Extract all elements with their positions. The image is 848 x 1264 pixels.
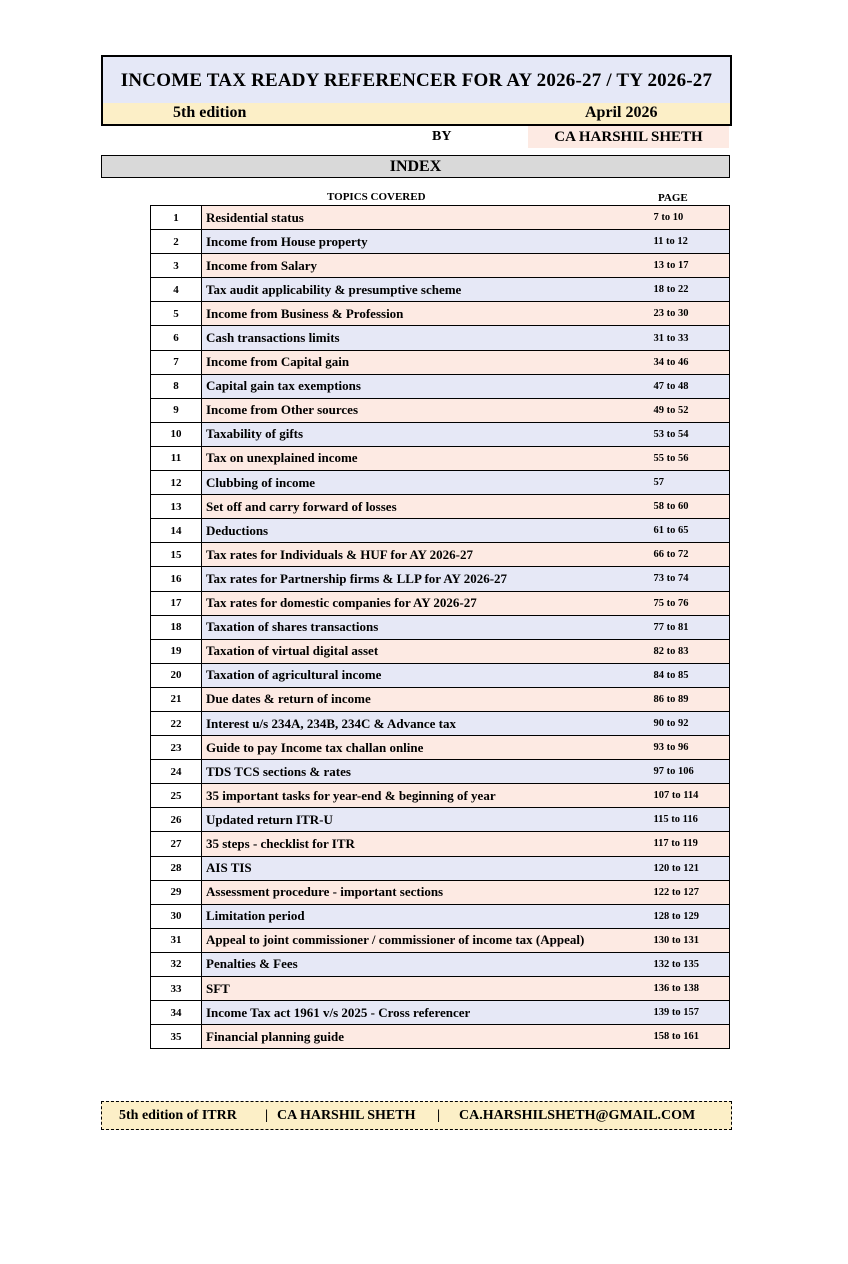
table-row [151, 278, 730, 302]
row-topic: Tax rates for domestic companies for AY 2026-27 [202, 591, 646, 615]
table-row [151, 1001, 730, 1025]
table-row [151, 663, 730, 687]
row-topic: Tax audit applicability & presumptive scheme [202, 278, 646, 302]
row-number: 12 [151, 471, 202, 495]
row-number: 15 [151, 543, 202, 567]
row-page-range: 90 to 92 [646, 711, 730, 735]
row-topic: Guide to pay Income tax challan online [202, 736, 646, 760]
table-row [151, 687, 730, 711]
row-page-range: 158 to 161 [646, 1025, 730, 1049]
row-topic: TDS TCS sections & rates [202, 760, 646, 784]
row-number: 19 [151, 639, 202, 663]
row-page-range: 49 to 52 [646, 398, 730, 422]
row-topic: Due dates & return of income [202, 687, 646, 711]
table-row [151, 350, 730, 374]
table-row [151, 880, 730, 904]
row-page-range: 86 to 89 [646, 687, 730, 711]
by-label: BY [432, 129, 452, 144]
row-topic: Tax rates for Partnership firms & LLP for AY 2026-27 [202, 567, 646, 591]
table-row [151, 736, 730, 760]
row-topic: Taxability of gifts [202, 422, 646, 446]
row-topic: Updated return ITR-U [202, 808, 646, 832]
table-row [151, 446, 730, 470]
row-page-range: 13 to 17 [646, 254, 730, 278]
table-row [151, 398, 730, 422]
table-row [151, 422, 730, 446]
row-topic: Tax rates for Individuals & HUF for AY 2026-27 [202, 543, 646, 567]
row-number: 14 [151, 519, 202, 543]
table-row [151, 302, 730, 326]
row-page-range: 57 [646, 471, 730, 495]
table-row [151, 808, 730, 832]
row-topic: Limitation period [202, 904, 646, 928]
topics-column-header: TOPICS COVERED [327, 191, 426, 203]
row-number: 20 [151, 663, 202, 687]
row-page-range: 47 to 48 [646, 374, 730, 398]
row-page-range: 122 to 127 [646, 880, 730, 904]
footer [101, 1101, 732, 1130]
footer-email: CA.HARSHILSHETH@GMAIL.COM [459, 1108, 696, 1123]
row-topic: SFT [202, 977, 646, 1001]
row-topic: 35 important tasks for year-end & beginning of year [202, 784, 646, 808]
row-number: 28 [151, 856, 202, 880]
table-row [151, 230, 730, 254]
table-row [151, 591, 730, 615]
row-page-range: 84 to 85 [646, 663, 730, 687]
table-row [151, 760, 730, 784]
index-heading: INDEX [101, 155, 730, 178]
row-page-range: 53 to 54 [646, 422, 730, 446]
row-number: 25 [151, 784, 202, 808]
row-page-range: 139 to 157 [646, 1001, 730, 1025]
row-topic: 35 steps - checklist for ITR [202, 832, 646, 856]
row-page-range: 82 to 83 [646, 639, 730, 663]
row-page-range: 7 to 10 [646, 206, 730, 230]
row-number: 11 [151, 446, 202, 470]
table-row [151, 904, 730, 928]
row-number: 32 [151, 952, 202, 976]
edition-bar [101, 103, 732, 126]
row-page-range: 115 to 116 [646, 808, 730, 832]
table-row [151, 832, 730, 856]
row-number: 1 [151, 206, 202, 230]
row-page-range: 77 to 81 [646, 615, 730, 639]
row-number: 2 [151, 230, 202, 254]
author-name: CA HARSHIL SHETH [528, 126, 729, 148]
footer-edition: 5th edition of ITRR [119, 1108, 237, 1123]
row-topic: Interest u/s 234A, 234B, 234C & Advance tax [202, 711, 646, 735]
row-number: 33 [151, 977, 202, 1001]
table-row [151, 639, 730, 663]
row-page-range: 97 to 106 [646, 760, 730, 784]
table-row [151, 543, 730, 567]
table-row [151, 254, 730, 278]
row-number: 31 [151, 928, 202, 952]
row-topic: Income Tax act 1961 v/s 2025 - Cross referencer [202, 1001, 646, 1025]
row-page-range: 58 to 60 [646, 495, 730, 519]
row-number: 7 [151, 350, 202, 374]
row-number: 30 [151, 904, 202, 928]
row-topic: Penalties & Fees [202, 952, 646, 976]
footer-author: CA HARSHIL SHETH [277, 1108, 416, 1123]
row-page-range: 23 to 30 [646, 302, 730, 326]
row-number: 35 [151, 1025, 202, 1049]
row-page-range: 117 to 119 [646, 832, 730, 856]
row-number: 23 [151, 736, 202, 760]
row-page-range: 136 to 138 [646, 977, 730, 1001]
row-number: 5 [151, 302, 202, 326]
row-topic: Tax on unexplained income [202, 446, 646, 470]
row-page-range: 75 to 76 [646, 591, 730, 615]
row-number: 4 [151, 278, 202, 302]
row-page-range: 130 to 131 [646, 928, 730, 952]
row-topic: Income from Salary [202, 254, 646, 278]
row-page-range: 66 to 72 [646, 543, 730, 567]
row-page-range: 31 to 33 [646, 326, 730, 350]
document-title: INCOME TAX READY REFERENCER FOR AY 2026-27 / TY 2026-27 [101, 55, 732, 107]
row-topic: Financial planning guide [202, 1025, 646, 1049]
row-page-range: 11 to 12 [646, 230, 730, 254]
row-topic: Taxation of agricultural income [202, 663, 646, 687]
table-row [151, 952, 730, 976]
table-row [151, 374, 730, 398]
table-row [151, 928, 730, 952]
row-number: 9 [151, 398, 202, 422]
table-row [151, 495, 730, 519]
row-topic: Income from Capital gain [202, 350, 646, 374]
row-topic: AIS TIS [202, 856, 646, 880]
row-topic: Taxation of virtual digital asset [202, 639, 646, 663]
index-table [150, 205, 730, 1049]
table-row [151, 1025, 730, 1049]
row-number: 21 [151, 687, 202, 711]
row-page-range: 93 to 96 [646, 736, 730, 760]
row-page-range: 132 to 135 [646, 952, 730, 976]
footer-separator: | [437, 1108, 441, 1123]
row-topic: Assessment procedure - important sections [202, 880, 646, 904]
row-page-range: 18 to 22 [646, 278, 730, 302]
row-number: 18 [151, 615, 202, 639]
row-page-range: 73 to 74 [646, 567, 730, 591]
table-row [151, 206, 730, 230]
row-number: 10 [151, 422, 202, 446]
row-number: 34 [151, 1001, 202, 1025]
row-number: 17 [151, 591, 202, 615]
row-page-range: 55 to 56 [646, 446, 730, 470]
row-topic: Capital gain tax exemptions [202, 374, 646, 398]
footer-separator: | [265, 1108, 269, 1123]
table-row [151, 856, 730, 880]
table-row [151, 615, 730, 639]
row-page-range: 34 to 46 [646, 350, 730, 374]
table-row [151, 519, 730, 543]
edition-label: 5th edition [173, 104, 247, 121]
row-number: 6 [151, 326, 202, 350]
row-topic: Income from Other sources [202, 398, 646, 422]
row-number: 13 [151, 495, 202, 519]
table-row [151, 326, 730, 350]
row-page-range: 107 to 114 [646, 784, 730, 808]
row-number: 16 [151, 567, 202, 591]
edition-date: April 2026 [585, 104, 658, 121]
row-topic: Taxation of shares transactions [202, 615, 646, 639]
row-page-range: 128 to 129 [646, 904, 730, 928]
table-row [151, 567, 730, 591]
row-topic: Residential status [202, 206, 646, 230]
table-row [151, 977, 730, 1001]
row-number: 3 [151, 254, 202, 278]
row-topic: Income from House property [202, 230, 646, 254]
row-topic: Income from Business & Profession [202, 302, 646, 326]
row-topic: Deductions [202, 519, 646, 543]
table-row [151, 711, 730, 735]
table-row [151, 784, 730, 808]
page-column-header: PAGE [658, 192, 688, 204]
row-topic: Clubbing of income [202, 471, 646, 495]
row-page-range: 61 to 65 [646, 519, 730, 543]
row-number: 26 [151, 808, 202, 832]
row-number: 29 [151, 880, 202, 904]
row-page-range: 120 to 121 [646, 856, 730, 880]
row-number: 8 [151, 374, 202, 398]
row-topic: Set off and carry forward of losses [202, 495, 646, 519]
row-number: 24 [151, 760, 202, 784]
row-number: 27 [151, 832, 202, 856]
row-topic: Appeal to joint commissioner / commissioner of income tax (Appeal) [202, 928, 646, 952]
table-row [151, 471, 730, 495]
row-topic: Cash transactions limits [202, 326, 646, 350]
row-number: 22 [151, 711, 202, 735]
